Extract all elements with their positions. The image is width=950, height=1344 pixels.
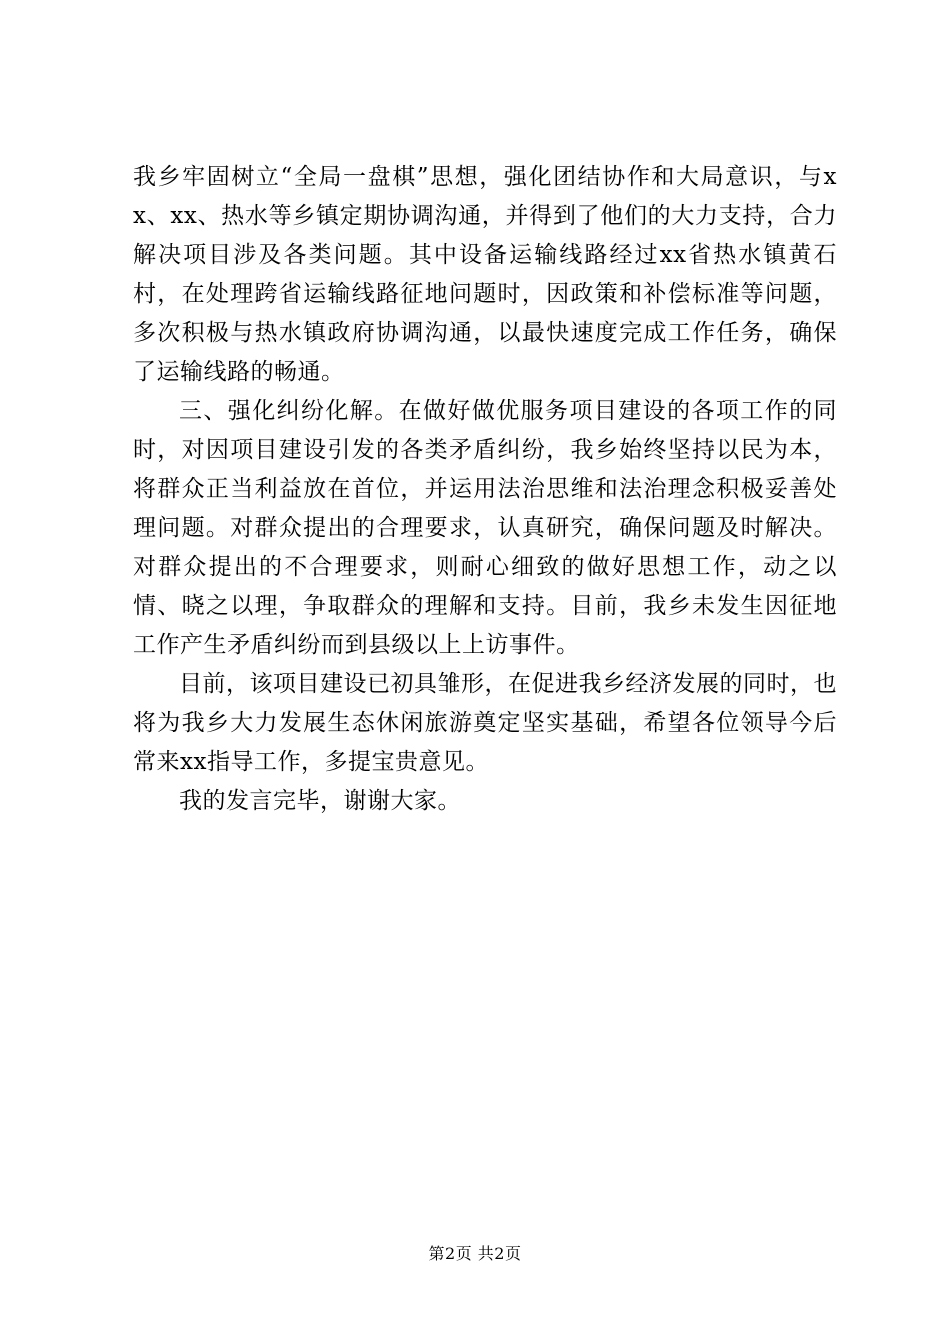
paragraph-closing: 我的发言完毕，谢谢大家。 bbox=[179, 788, 461, 814]
paragraph-dispute-resolution: 三、强化纠纷化解。在做好做优服务项目建设的各项工作的同时，对因项目建设引发的各类矛盾纠纷，我乡始终坚持以民为本，将群众正当利益放在首位，并运用法治思维和法治理念积极妥善处理问题。对群众提出的合理要求，认真研究，确保问题及时解决。对群众提出的不合理要求，则耐心细致的做好思想工作，动之以情、晓之以理，争取群众的理解和支持。目前，我乡未发生因征地工作产生矛盾纠纷而到县级以上上访事件。 bbox=[133, 398, 837, 658]
paragraph-coordination: 我乡牢固树立“全局一盘棋”思想，强化团结协作和大局意识，与xx、xx、热水等乡镇定期协调沟通，并得到了他们的大力支持，合力解决项目涉及各类问题。其中设备运输线路经过xx省热水镇黄石村，在处理跨省运输线路征地问题时，因政策和补偿标准等问题，多次积极与热水镇政府协调沟通，以最快速度完成工作任务，确保了运输线路的畅通。 bbox=[133, 164, 837, 385]
document-body bbox=[133, 158, 837, 821]
paragraph-project-outlook: 目前，该项目建设已初具雏形，在促进我乡经济发展的同时，也将为我乡大力发展生态休闲旅游奠定坚实基础，希望各位领导今后常来xx指导工作，多提宝贵意见。 bbox=[133, 671, 837, 775]
page-number-footer: 第2页 共2页 bbox=[428, 1244, 522, 1263]
